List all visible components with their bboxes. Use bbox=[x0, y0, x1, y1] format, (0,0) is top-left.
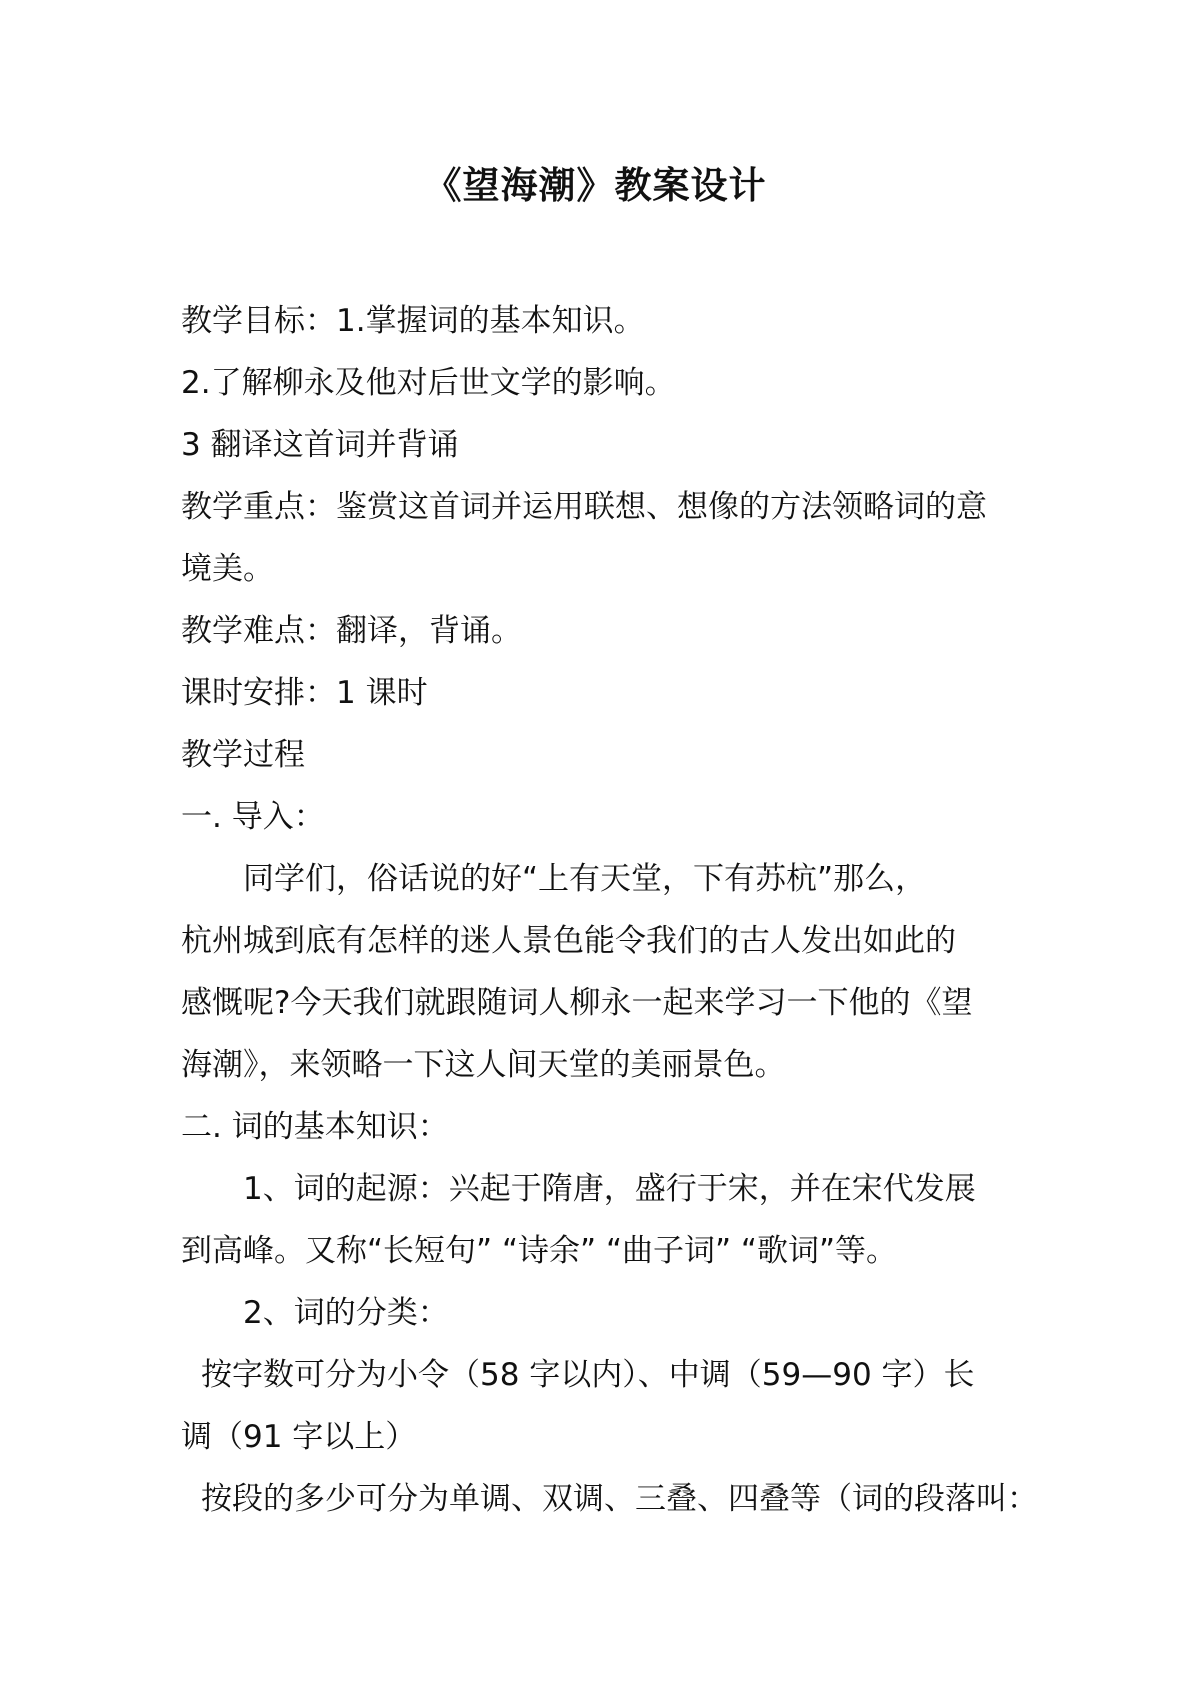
text-line: 课时安排：1 课时 bbox=[181, 675, 428, 711]
text-line: 教学重点：鉴赏这首词并运用联想、想像的方法领略词的意 bbox=[181, 489, 987, 525]
text-line: 感慨呢?今天我们就跟随词人柳永一起来学习一下他的《望 bbox=[181, 985, 973, 1021]
text-line: 教学难点：翻译，背诵。 bbox=[181, 613, 522, 649]
text-line: 调（91 字以上） bbox=[181, 1419, 417, 1455]
text-line: 2.了解柳永及他对后世文学的影响。 bbox=[181, 365, 676, 401]
text-line: 按段的多少可分为单调、双调、三叠、四叠等（词的段落叫： bbox=[201, 1481, 1038, 1517]
document-title: 《望海潮》教案设计 bbox=[424, 164, 767, 207]
text-line: 教学过程 bbox=[181, 737, 305, 773]
text-line: 到高峰。又称“长短句” “诗余” “曲子词” “歌词”等。 bbox=[181, 1233, 898, 1269]
section-heading: 二. 词的基本知识： bbox=[181, 1109, 449, 1145]
text-line: 境美。 bbox=[181, 551, 274, 587]
text-line: 同学们，俗话说的好“上有天堂，下有苏杭”那么， bbox=[243, 861, 927, 897]
text-line: 按字数可分为小令（58 字以内）、中调（59—90 字）长 bbox=[201, 1357, 975, 1393]
section-heading: 一. 导入： bbox=[181, 799, 325, 835]
text-line: 3 翻译这首词并背诵 bbox=[181, 427, 459, 463]
text-line: 杭州城到底有怎样的迷人景色能令我们的古人发出如此的 bbox=[181, 923, 956, 959]
text-line: 1、词的起源：兴起于隋唐，盛行于宋，并在宋代发展 bbox=[243, 1171, 976, 1207]
document-body bbox=[181, 290, 1051, 1530]
text-line: 2、词的分类： bbox=[243, 1295, 449, 1331]
text-line: 海潮》，来领略一下这人间天堂的美丽景色。 bbox=[181, 1047, 786, 1083]
text-line: 教学目标：1.掌握词的基本知识。 bbox=[181, 303, 645, 339]
